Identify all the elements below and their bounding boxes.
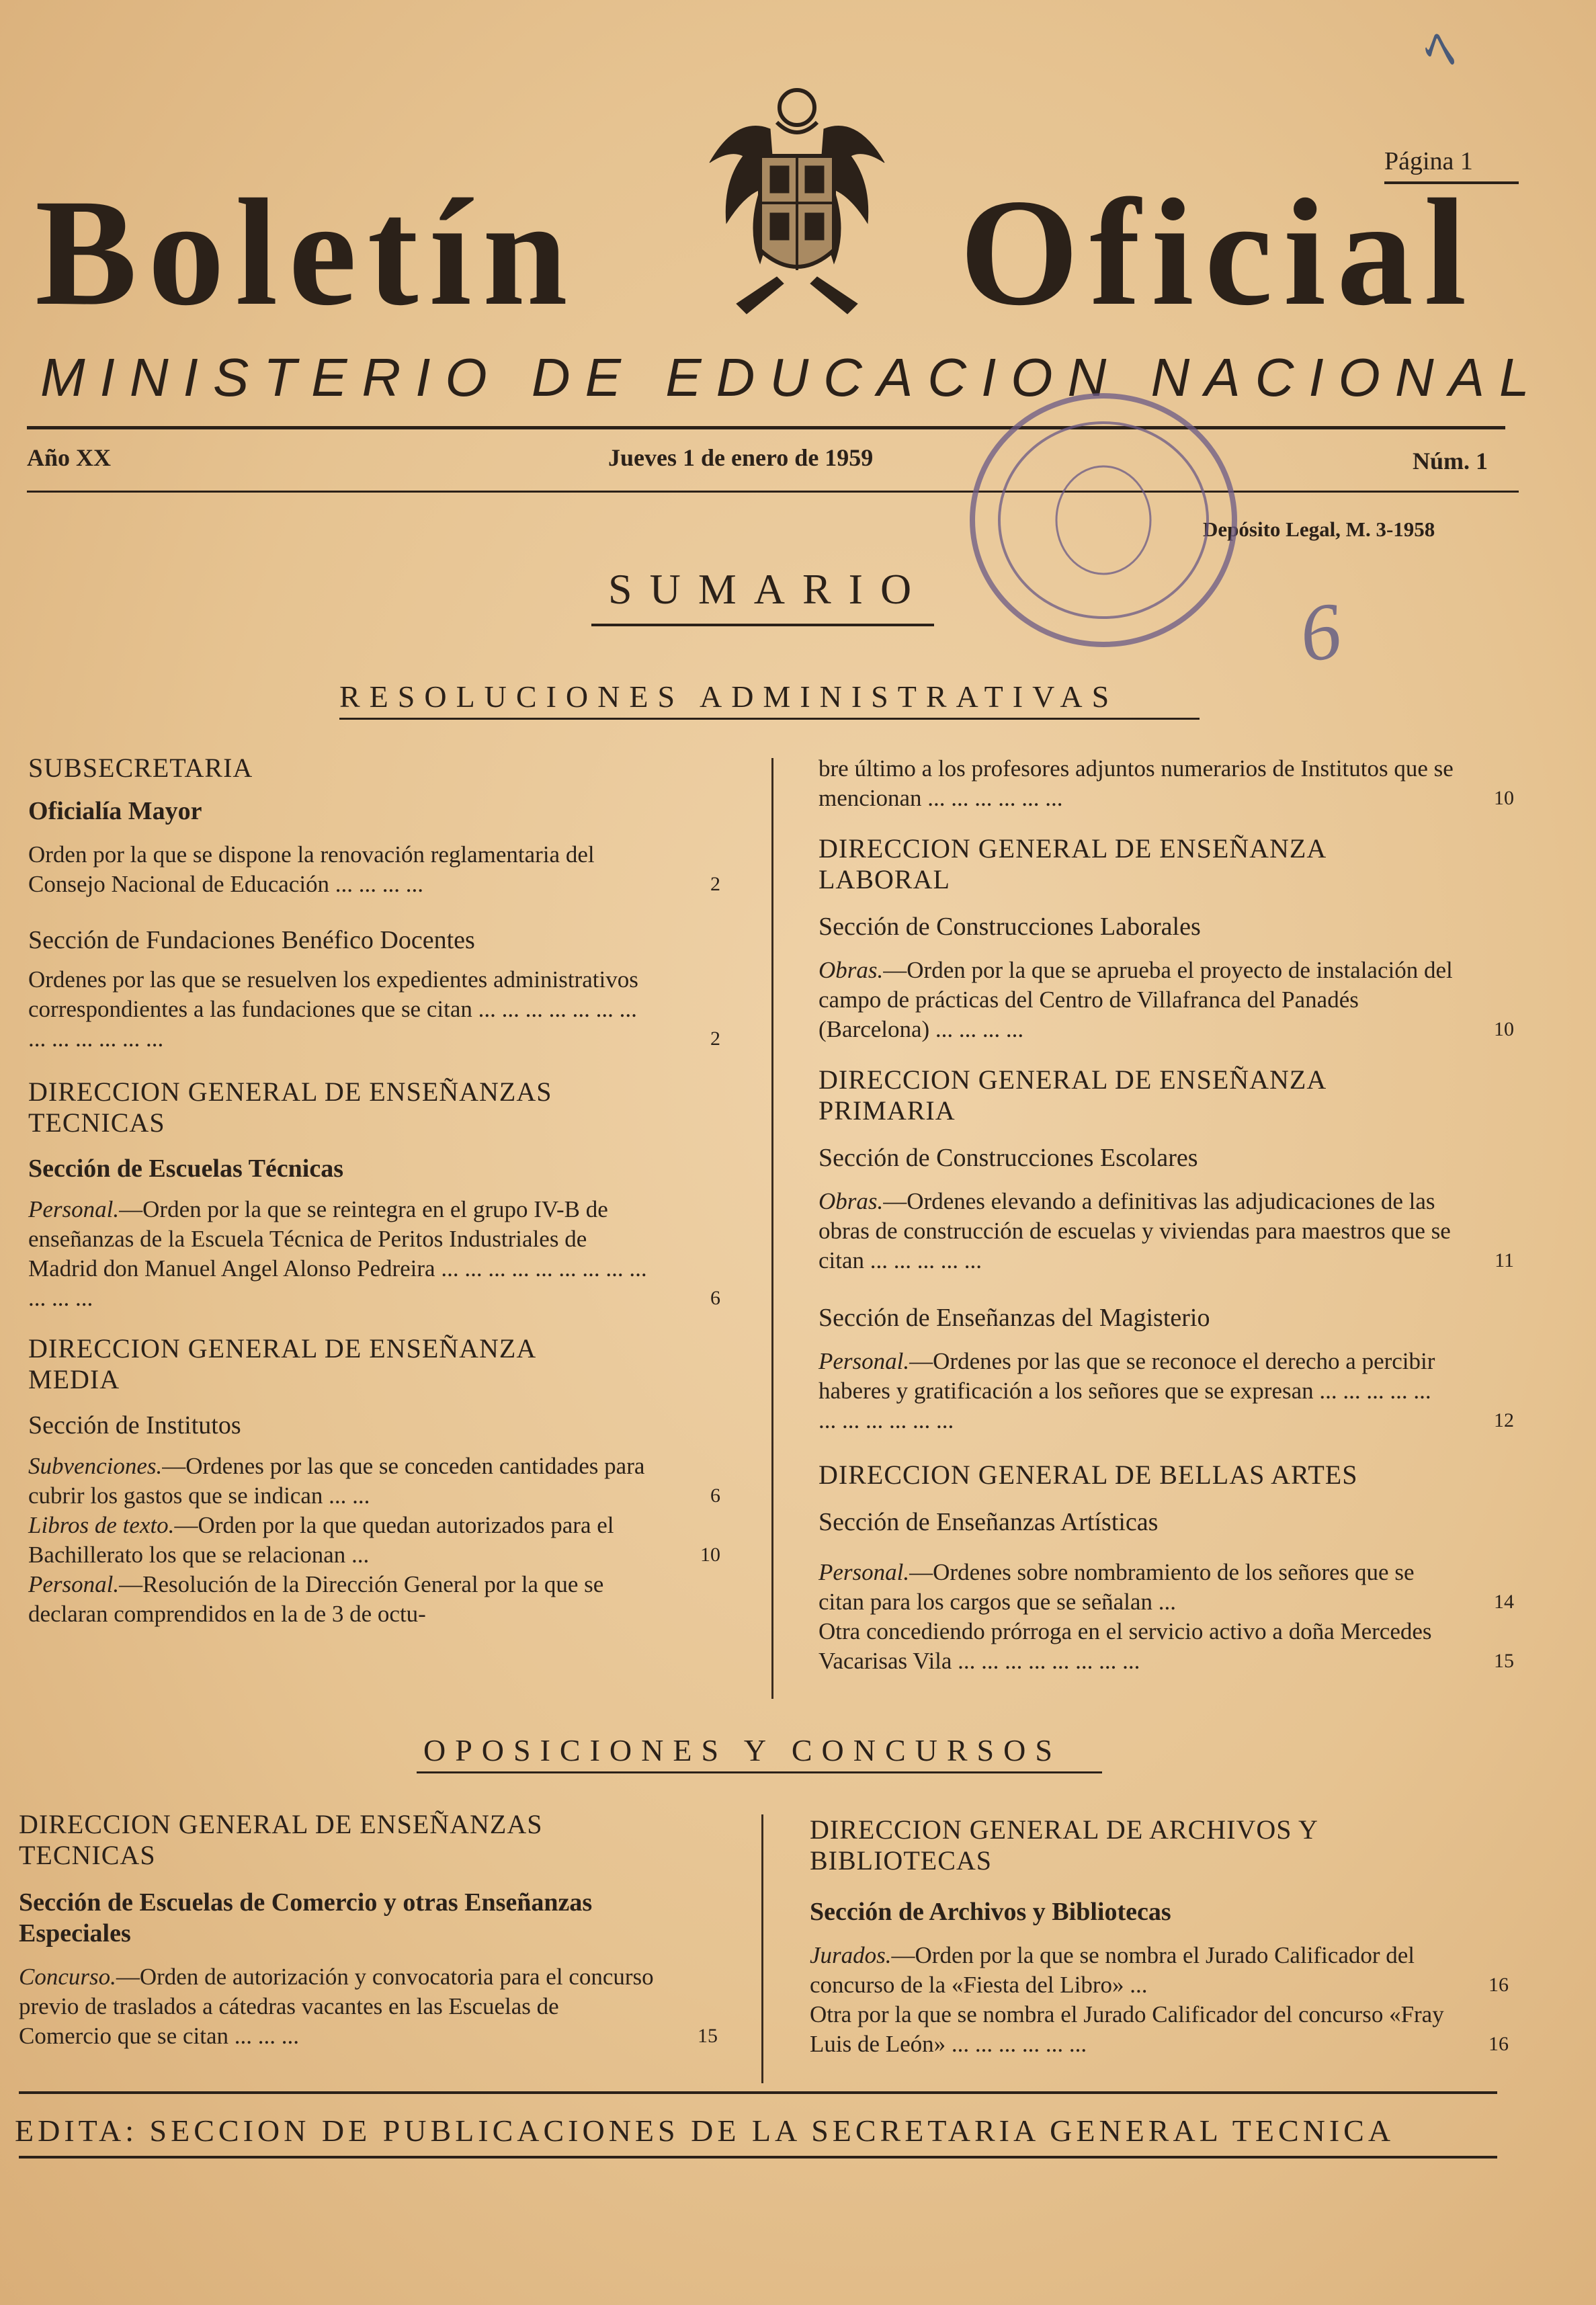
circular-stamp-icon [962, 386, 1245, 655]
section-heading-resoluciones: RESOLUCIONES ADMINISTRATIVAS [339, 679, 1119, 714]
page-ref: 10 [1494, 787, 1514, 809]
column-divider [761, 1814, 763, 2083]
page-ref: 15 [1494, 1650, 1514, 1672]
heading-institutos: Sección de Institutos [28, 1411, 241, 1439]
title-boletin: Boletín [35, 168, 579, 337]
list-item: Libros de texto.—Orden por la que quedan autorizados para el Bachillerato los que se relacionan ... 10 [28, 1511, 720, 1570]
footer-rule-bottom [19, 2156, 1497, 2159]
publisher-line: EDITA: SECCION DE PUBLICACIONES DE LA SECRETARIA GENERAL TECNICA [15, 2113, 1395, 2148]
masthead-rule [27, 426, 1505, 429]
ministry-name: MINISTERIO DE EDUCACION NACIONAL [40, 347, 1544, 407]
page-ref: 12 [1494, 1409, 1514, 1431]
heading-subsecretaria: SUBSECRETARIA [28, 753, 253, 783]
list-item: Personal.—Resolución de la Dirección General por la que se declaran comprendidos en la de 3 de octu- [28, 1571, 604, 1627]
page-ref: 10 [700, 1544, 720, 1566]
heading-const-escolares: Sección de Construcciones Escolares [818, 1144, 1198, 1172]
title-oficial: Oficial [960, 168, 1478, 337]
page-ref: 6 [710, 1287, 720, 1309]
list-item: Personal.—Ordenes por las que se reconoce el derecho a percibir haberes y gratificación a los señores que se expresan ... ... ... ... ... ... ... ... ... ... ... 12 [818, 1347, 1514, 1435]
list-item: Obras.—Orden por la que se aprueba el proyecto de instalación del campo de prácticas del Centro de Villafranca del Panadés (Barcelona) ... ... ... ... 10 [818, 956, 1514, 1044]
heading-dg-archivos: DIRECCION GENERAL DE ARCHIVOS Y BIBLIOTECAS [810, 1814, 1318, 1876]
heading-dg-media: DIRECCION GENERAL DE ENSEÑANZA MEDIA [28, 1333, 536, 1394]
right-column [818, 754, 1514, 1676]
heading-archivos: Sección de Archivos y Bibliotecas [810, 1898, 1171, 1926]
handwritten-scribble: ﾍ [1425, 17, 1455, 83]
left-column-2 [19, 1809, 718, 2051]
page-number-label: Página 1 [1384, 147, 1473, 175]
footer-rule-top [19, 2091, 1497, 2094]
page-ref: 16 [1488, 1974, 1509, 1996]
masthead-rule-2 [27, 491, 1519, 493]
divider [591, 624, 934, 626]
heading-dg-tecnicas: DIRECCION GENERAL DE ENSEÑANZAS TECNICAS [28, 1077, 552, 1138]
heading-escuelas-tecnicas: Sección de Escuelas Técnicas [28, 1155, 344, 1183]
year-label: Año XX [27, 444, 112, 471]
page-ref: 11 [1495, 1249, 1514, 1271]
sumario-heading: SUMARIO [608, 565, 929, 613]
list-item: Jurados.—Orden por la que se nombra el Jurado Calificador del concurso de la «Fiesta del Libro» ... 16 [810, 1941, 1509, 2000]
section-heading-oposiciones: OPOSICIONES Y CONCURSOS [423, 1733, 1062, 1767]
list-item: Subvenciones.—Ordenes por las que se conceden cantidades para cubrir los gastos que se indican ... ... 6 [28, 1452, 720, 1511]
list-item: Orden por la que se dispone la renovación reglamentaria del Consejo Nacional de Educación ... ... ... ... 2 [28, 840, 720, 899]
heading-dg-primaria: DIRECCION GENERAL DE ENSEÑANZA PRIMARIA [818, 1064, 1326, 1126]
left-column [28, 753, 720, 1629]
page-ref: 14 [1494, 1591, 1514, 1613]
list-item: Obras.—Ordenes elevando a definitivas las adjudicaciones de las obras de construcción de escuelas y viviendas para maestros que se citan ... ... ... ... ... 11 [818, 1187, 1514, 1275]
right-column-2 [810, 1814, 1509, 2059]
handwritten-number: 6 [1294, 585, 1347, 679]
page-ref: 10 [1494, 1018, 1514, 1040]
heading-oficialia: Oficialía Mayor [28, 797, 202, 825]
list-item: Otra por la que se nombra el Jurado Calificador del concurso «Fray Luis de León» ... ... ... ... ... ... 16 [810, 2000, 1509, 2059]
issue-number: Núm. 1 [1413, 448, 1488, 474]
page-ref: 6 [710, 1484, 720, 1507]
date-label: Jueves 1 de enero de 1959 [608, 444, 874, 471]
heading-dg-laboral: DIRECCION GENERAL DE ENSEÑANZA LABORAL [818, 833, 1326, 894]
heading-comercio: Sección de Escuelas de Comercio y otras Enseñanzas Especiales [19, 1888, 593, 1947]
legal-deposit: Depósito Legal, M. 3-1958 [1203, 517, 1435, 541]
heading-magisterio: Sección de Enseñanzas del Magisterio [818, 1304, 1210, 1332]
heading-fundaciones: Sección de Fundaciones Benéfico Docentes [28, 926, 475, 954]
page-ref: 2 [710, 1028, 720, 1050]
list-item: Personal.—Ordenes sobre nombramiento de los señores que se citan para los cargos que se señalan ... 14 [818, 1558, 1514, 1617]
column-divider [771, 758, 773, 1699]
divider [417, 1771, 1102, 1773]
list-item: Personal.—Orden por la que se reintegra en el grupo IV-B de enseñanzas de la Escuela Técnica de Peritos Industriales de Madrid don Manuel Angel Alonso Pedreira ... ... ... ... ... ... ... ... ... ... ... ... 6 [28, 1195, 720, 1313]
heading-dg-bellas-artes: DIRECCION GENERAL DE BELLAS ARTES [818, 1460, 1358, 1490]
page-ref: 2 [710, 873, 720, 895]
divider [339, 718, 1200, 720]
heading-const-laborales: Sección de Construcciones Laborales [818, 913, 1201, 941]
list-item: Ordenes por las que se resuelven los expedientes administrativos correspondientes a las fundaciones que se citan ... ... ... ... ... ... ... ... ... ... ... ... ... 2 [28, 965, 720, 1054]
list-item: Concurso.—Orden de autorización y convocatoria para el concurso previo de traslados a cátedras vacantes en las Escuelas de Comercio que se citan ... ... ... 15 [19, 1962, 718, 2051]
heading-dg-tecnicas-2: DIRECCION GENERAL DE ENSEÑANZAS TECNICAS [19, 1809, 543, 1870]
page-ref: 16 [1488, 2033, 1509, 2055]
list-item: Otra concediendo prórroga en el servicio activo a doña Mercedes Vacarisas Vila ... ... ... ... ... ... ... ... 15 [818, 1617, 1514, 1676]
page-ref: 15 [698, 2025, 718, 2047]
list-item: bre último a los profesores adjuntos numerarios de Institutos que se mencionan ... ... ... ... ... ... 10 [818, 754, 1514, 813]
heading-artisticas: Sección de Enseñanzas Artísticas [818, 1508, 1159, 1536]
coat-of-arms-emblem-icon [696, 82, 898, 337]
